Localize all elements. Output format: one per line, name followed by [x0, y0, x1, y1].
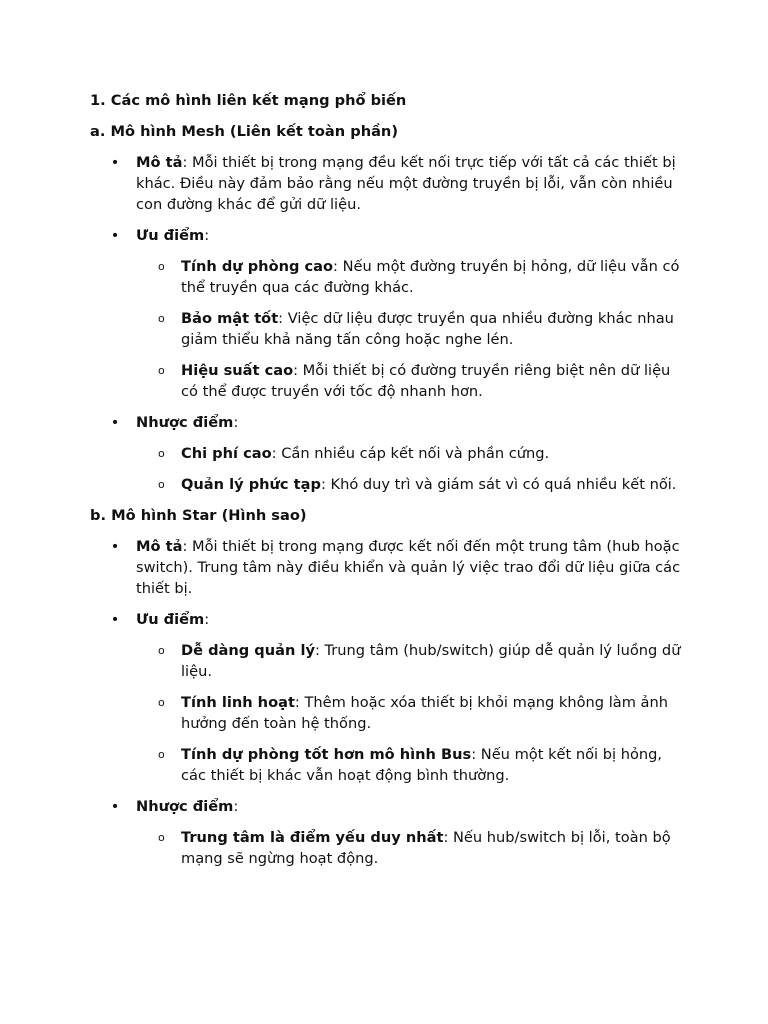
list-item-disadvantages: [90, 796, 690, 869]
list-item-advantages: [90, 609, 690, 786]
sublist-item: [136, 827, 690, 869]
advantages-sublist: [136, 256, 690, 402]
sublist-item: [136, 744, 690, 786]
sublist-item: [136, 256, 690, 298]
item-text: :: [233, 798, 239, 815]
item-label: Ưu điểm: [136, 611, 205, 628]
sublist-item: [136, 474, 690, 495]
bullet: •: [110, 227, 120, 244]
star-list: [90, 536, 690, 869]
item-label: Ưu điểm: [136, 227, 205, 244]
list-item-advantages: [90, 225, 690, 402]
sub-item-term: Chi phí cao: [181, 445, 272, 462]
item-label: Nhược điểm: [136, 414, 234, 431]
item-text: :: [204, 611, 210, 628]
item-text: :: [233, 414, 239, 431]
sub-item-text: : Việc dữ liệu được truyền qua nhiều đường khác nhau giảm thiểu khả năng tấn công hoặc nghe lén.: [181, 310, 674, 348]
item-label: Nhược điểm: [136, 798, 234, 815]
sub-bullet: o: [158, 260, 165, 273]
sub-item-term: Trung tâm là điểm yếu duy nhất: [181, 829, 444, 846]
sub-bullet: o: [158, 748, 165, 761]
item-label: Mô tả: [136, 154, 183, 171]
list-item-description: [90, 152, 690, 215]
bullet: •: [110, 414, 120, 431]
sub-item-term: Tính dự phòng cao: [181, 258, 334, 275]
sub-item-text: : Trung tâm (hub/switch) giúp dễ quản lý luồng dữ liệu.: [181, 642, 681, 680]
item-text: : Mỗi thiết bị trong mạng được kết nối đến một trung tâm (hub hoặc switch). Trung tâm này điều khiển và quản lý việc trao đổi dữ liệu giữa các thiết bị.: [136, 538, 681, 597]
list-item-disadvantages: [90, 412, 690, 495]
sublist-item: [136, 360, 690, 402]
item-text: :: [204, 227, 210, 244]
item-text: : Mỗi thiết bị trong mạng đều kết nối trực tiếp với tất cả các thiết bị khác. Điều này đảm bảo rằng nếu một đường truyền bị lỗi, vẫn còn nhiều con đường khác để gửi dữ liệu.: [136, 154, 676, 213]
sub-item-term: Dễ dàng quản lý: [181, 642, 315, 659]
sub-bullet: o: [158, 696, 165, 709]
sub-item-term: Bảo mật tốt: [181, 310, 279, 327]
sub-item-text: : Thêm hoặc xóa thiết bị khỏi mạng không làm ảnh hưởng đến toàn hệ thống.: [181, 694, 668, 732]
list-item-description: [90, 536, 690, 599]
sub-item-text: : Nếu một kết nối bị hỏng, các thiết bị khác vẫn hoạt động bình thường.: [181, 746, 663, 784]
sub-item-term: Quản lý phức tạp: [181, 476, 321, 493]
disadvantages-sublist: [136, 827, 690, 869]
sub-item-text: : Nếu một đường truyền bị hỏng, dữ liệu vẫn có thể truyền qua các đường khác.: [181, 258, 680, 296]
sublist-item: [136, 640, 690, 682]
sub-bullet: o: [158, 312, 165, 325]
sub-bullet: o: [158, 447, 165, 460]
bullet: •: [110, 154, 120, 171]
sub-item-text: : Khó duy trì và giám sát vì có quá nhiều kết nối.: [320, 476, 677, 493]
sublist-item: [136, 308, 690, 350]
sub-item-term: Hiệu suất cao: [181, 362, 294, 379]
document-title: 1. Các mô hình liên kết mạng phổ biến: [90, 92, 407, 109]
mesh-list: [90, 152, 690, 495]
document-page: [90, 90, 690, 879]
sub-item-text: : Mỗi thiết bị có đường truyền riêng biệt nên dữ liệu có thể được truyền với tốc độ nhanh hơn.: [181, 362, 671, 400]
sub-bullet: o: [158, 831, 165, 844]
sublist-item: [136, 443, 690, 464]
advantages-sublist: [136, 640, 690, 786]
sub-item-term: Tính dự phòng tốt hơn mô hình Bus: [181, 746, 472, 763]
section-heading-star: b. Mô hình Star (Hình sao): [90, 507, 307, 524]
sub-item-text: : Nếu hub/switch bị lỗi, toàn bộ mạng sẽ ngừng hoạt động.: [181, 829, 671, 867]
bullet: •: [110, 798, 120, 815]
sub-item-term: Tính linh hoạt: [181, 694, 295, 711]
section-heading-mesh: a. Mô hình Mesh (Liên kết toàn phần): [90, 123, 398, 140]
sub-bullet: o: [158, 364, 165, 377]
sublist-item: [136, 692, 690, 734]
disadvantages-sublist: [136, 443, 690, 495]
sub-bullet: o: [158, 478, 165, 491]
bullet: •: [110, 538, 120, 555]
item-label: Mô tả: [136, 538, 183, 555]
sub-bullet: o: [158, 644, 165, 657]
sub-item-text: : Cần nhiều cáp kết nối và phần cứng.: [271, 445, 550, 462]
bullet: •: [110, 611, 120, 628]
